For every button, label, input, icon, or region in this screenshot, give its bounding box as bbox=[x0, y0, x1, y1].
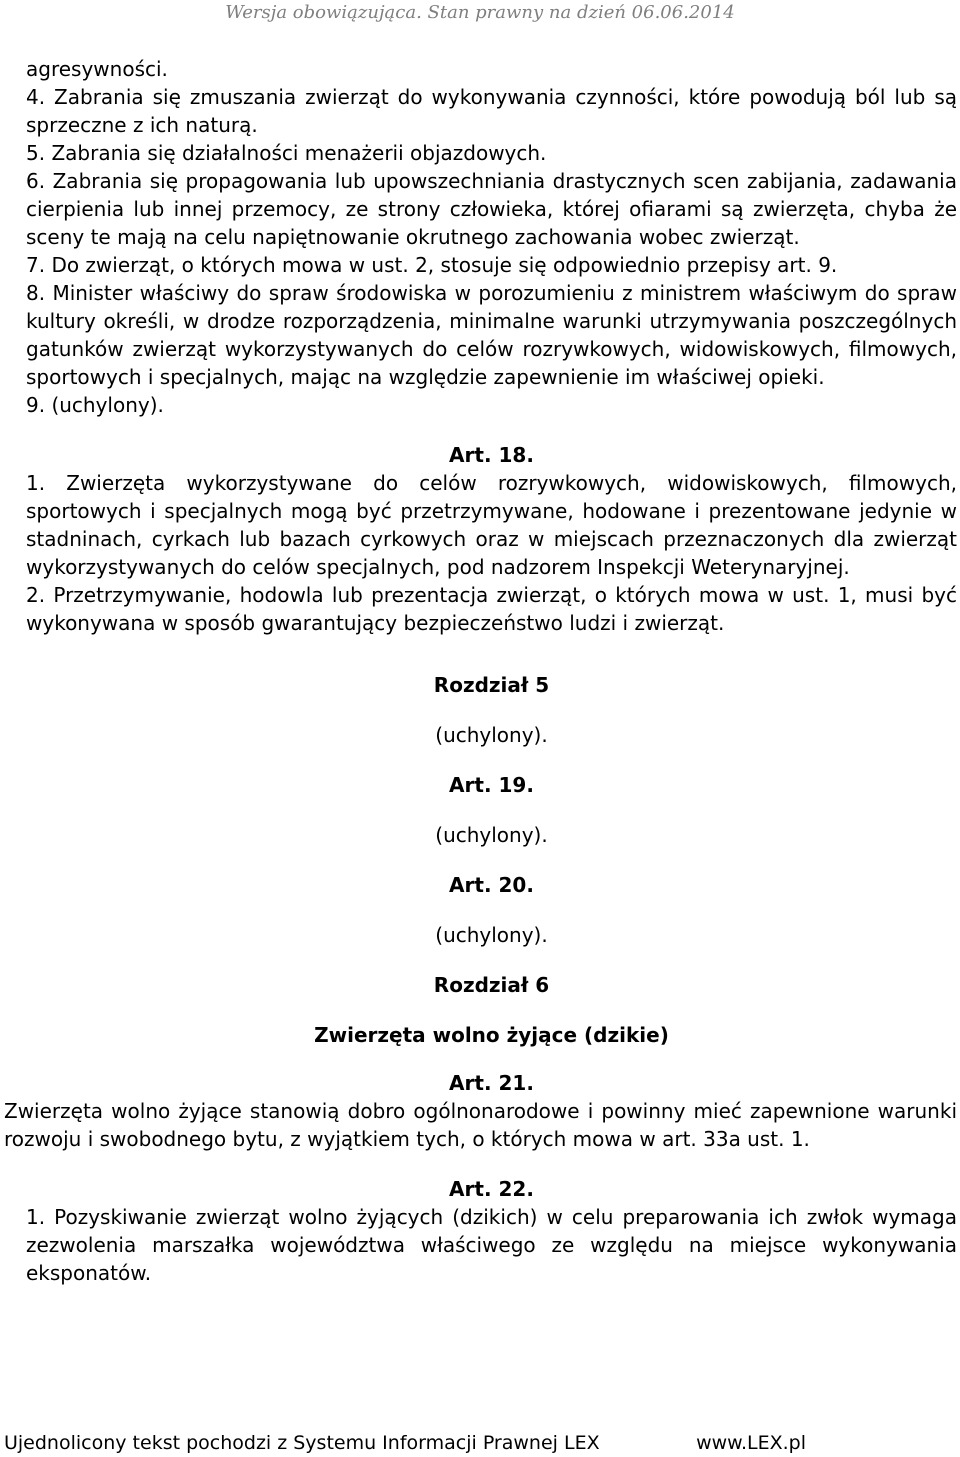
chapter-5-status: (uchylony). bbox=[435, 723, 548, 747]
chapter-5-heading: Rozdział 5 bbox=[433, 673, 550, 697]
paragraph-continuation: agresywności. bbox=[26, 57, 168, 81]
document-body bbox=[4, 55, 957, 1287]
article-22-heading: Art. 22. bbox=[449, 1177, 534, 1201]
paragraph-9: 9. (uchylony). bbox=[26, 393, 164, 417]
chapter-6-title: Zwierzęta wolno żyjące (dzikie) bbox=[314, 1023, 669, 1047]
article-21-text: Zwierzęta wolno żyjące stanowią dobro ogólnonarodowe i powinny mieć zapewnione warunki rozwoju i swobodnego bytu, z wyjątkiem tych, o których mowa w art. 33a ust. 1. bbox=[4, 1099, 957, 1151]
article-18-heading: Art. 18. bbox=[449, 443, 534, 467]
article-22-paragraph-1: 1. Pozyskiwanie zwierząt wolno żyjących (dzikich) w celu preparowania ich zwłok wymaga zezwolenia marszałka województwa właściwego ze względu na miejsce wykonywania eksponatów. bbox=[26, 1205, 957, 1285]
paragraph-5: 5. Zabrania się działalności menażerii objazdowych. bbox=[26, 141, 547, 165]
article-18-paragraph-2: 2. Przetrzymywanie, hodowla lub prezentacja zwierząt, o których mowa w ust. 1, musi być wykonywana w sposób gwarantujący bezpieczeństwo ludzi i zwierząt. bbox=[26, 583, 957, 635]
article-18-paragraph-1: 1. Zwierzęta wykorzystywane do celów rozrywkowych, widowiskowych, filmowych, sportowych i specjalnych mogą być przetrzymywane, hodowane i prezentowane jedynie w stadninach, cyrkach lub bazach cyrkowych oraz w miejscach przeznaczonych dla zwierząt wykorzystywanych do celów specjalnych, pod nadzorem Inspekcji Weterynaryjnej. bbox=[26, 471, 957, 579]
paragraph-4: 4. Zabrania się zmuszania zwierząt do wykonywania czynności, które powodują ból lub są sprzeczne z ich naturą. bbox=[26, 85, 957, 137]
footer-source: Ujednolicony tekst pochodzi z Systemu Informacji Prawnej LEX bbox=[4, 1432, 600, 1454]
article-19-heading: Art. 19. bbox=[449, 773, 534, 797]
article-20-status: (uchylony). bbox=[435, 923, 548, 947]
footer-url[interactable]: www.LEX.pl bbox=[696, 1432, 806, 1454]
chapter-6-heading: Rozdział 6 bbox=[433, 973, 550, 997]
page-footer bbox=[4, 1432, 956, 1454]
article-21-heading: Art. 21. bbox=[449, 1071, 534, 1095]
article-20-heading: Art. 20. bbox=[449, 873, 534, 897]
paragraph-6: 6. Zabrania się propagowania lub upowszechniania drastycznych scen zabijania, zadawania cierpienia lub innej przemocy, ze strony człowieka, której ofiarami są zwierzęta, chyba że sceny te mają na celu napiętnowanie okrutnego zachowania wobec zwierząt. bbox=[26, 169, 957, 249]
paragraph-8: 8. Minister właściwy do spraw środowiska w porozumieniu z ministrem właściwym do spraw kultury określi, w drodze rozporządzenia, minimalne warunki utrzymywania poszczególnych gatunków zwierząt wykorzystywanych do celów rozrywkowych, widowiskowych, filmowych, sportowych i specjalnych, mając na względzie zapewnienie im właściwej opieki. bbox=[26, 281, 957, 389]
page-header: Wersja obowiązująca. Stan prawny na dzień 06.06.2014 bbox=[225, 2, 735, 23]
paragraph-7: 7. Do zwierząt, o których mowa w ust. 2, stosuje się odpowiednio przepisy art. 9. bbox=[26, 253, 838, 277]
article-19-status: (uchylony). bbox=[435, 823, 548, 847]
